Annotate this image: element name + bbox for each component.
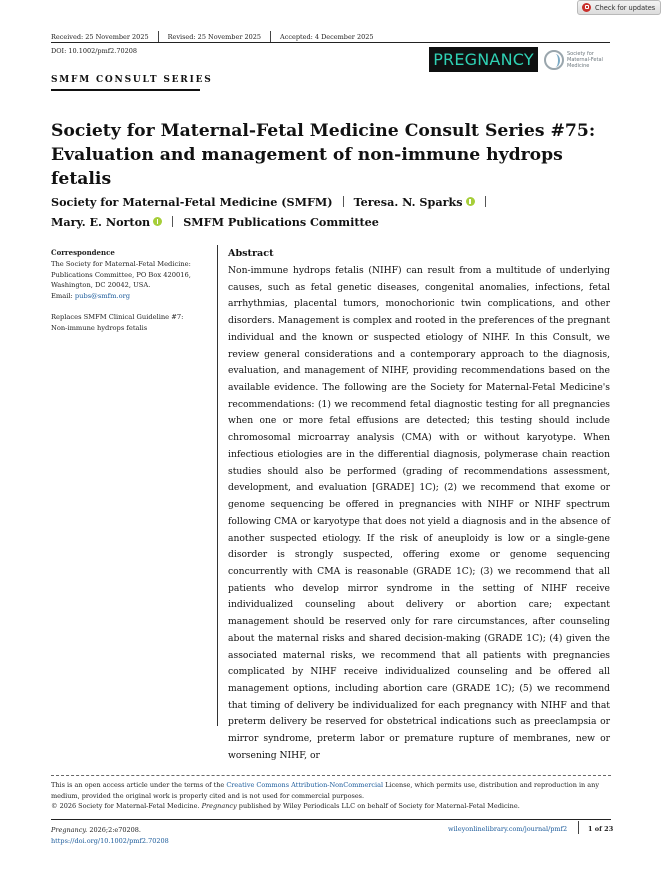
license-text-part: This is an open access article under the terms of the <box>51 781 227 789</box>
article-title: Society for Maternal-Fetal Medicine Consult Series #75: Evaluation and management of non-immune hydrops fetalis <box>51 121 596 189</box>
crossmark-icon <box>582 3 591 12</box>
citation-journal: Pregnancy. <box>51 826 88 834</box>
check-for-updates-label: Check for updates <box>595 3 656 12</box>
page-separator <box>578 821 579 834</box>
citation-block <box>51 825 169 847</box>
author-separator <box>172 216 173 227</box>
column-divider <box>217 245 218 726</box>
correspondence-block <box>51 248 211 334</box>
author-separator <box>485 196 486 207</box>
society-logo <box>544 47 614 73</box>
correspondence-line: Washington, DC 20042, USA. <box>51 281 151 290</box>
doi: DOI: 10.1002/pmf2.70208 <box>51 47 138 55</box>
author-committee: SMFM Publications Committee <box>183 215 379 229</box>
copyright-part: © 2026 Society for Maternal-Fetal Medicine. <box>51 802 202 810</box>
license-text <box>51 780 611 801</box>
author-separator <box>343 196 344 207</box>
author-norton: Mary. E. Norton <box>51 215 151 229</box>
email-label: Email: <box>51 292 75 301</box>
society-logo-text: Society for Maternal-Fetal Medicine <box>567 51 603 69</box>
orcid-icon[interactable] <box>153 217 162 226</box>
copyright-part: published by Wiley Periodicals LLC on behalf of Society for Maternal-Fetal Medicine. <box>236 802 520 810</box>
copyright-journal: Pregnancy <box>201 802 237 810</box>
orcid-icon[interactable] <box>466 197 475 206</box>
abstract-text: Non-immune hydrops fetalis (NIHF) can result from a multitude of underlying causes, such as fetal genetic diseases, congenital anomalies, infections, fetal arrhythmias, placental tumors, monochorionic twin complications, and other disorders. Management is complex and rooted in the preferences of the pregnant individual and the known or suspected etiology of NIHF. In this Consult, we review general considerations and a contemporary approach to the diagnosis, evaluation, and management of NIHF, providing recommendations based on the available evidence. The following are the Society for Maternal-Fetal Medicine's recommendations: (1) we recommend fetal diagnostic testing for all pregnancies when one or more fetal effusions are detected; this testing should include chromosomal microarray analysis (CMA) with or without karyotype. When infectious etiologies are in the differential diagnosis, polymerase chain reaction studies should also be performed (grading of recommendations assessment, development, and evaluation [GRADE] 1C); (2) we recommend that exome or genome sequencing be offered in pregnancies with NIHF or NIHF spectrum following CMA or karyotype that does not yield a diagnosis and in the absence of another suspected etiology. If the risk of aneuploidy is low or a single-gene disorder is strongly suspected, offering exome or genome sequencing concurrently with CMA is reasonable (GRADE 1C); (3) we recommend that all patients who develop mirror syndrome in the setting of NIHF receive individualized counseling about delivery or abortion care; expectant management should be reserved only for rare circumstances, after counseling about the maternal risks and shared decision-making (GRADE 1C); (4) given the associated maternal risks, we recommend that all patients with pregnancies complicated by NIHF receive individualized counseling and be offered all management options, including abortion care (GRADE 1C); (5) we recommend that timing of delivery be individualized for each pregnancy with NIHF and that preterm delivery be reserved for obstetrical indications such as preeclampsia or mirror syndrome, preterm labor or premature rupture of membranes, new or worsening NIHF, or <box>228 265 610 761</box>
page-number: 1 of 23 <box>588 825 614 833</box>
series-rule <box>51 89 200 91</box>
series-label: SMFM CONSULT SERIES <box>51 75 213 85</box>
email-line <box>51 291 211 302</box>
check-for-updates-button[interactable] <box>577 0 661 15</box>
received-date: Received: 25 November 2025 <box>51 33 149 41</box>
replaces-note: Replaces SMFM Clinical Guideline #7: <box>51 312 184 321</box>
accepted-date: Accepted: 4 December 2025 <box>280 33 374 41</box>
author-smfm: Society for Maternal-Fetal Medicine (SMFM) <box>51 195 333 209</box>
license-link[interactable]: Creative Commons Attribution-NonCommercial <box>226 781 384 789</box>
spacer <box>51 302 211 312</box>
journal-logo: PREGNANCY <box>429 47 538 72</box>
copyright-text <box>51 801 611 812</box>
correspondence-line: The Society for Maternal-Fetal Medicine: <box>51 259 191 268</box>
license-block <box>51 780 611 812</box>
citation-volume: 2026;2:e70208. <box>87 826 141 834</box>
smfm-logo-icon <box>544 50 564 70</box>
license-text-part: License, which permits use, distribution and reproduction in any medium, provided the original work is properly cited and is not used for commercial purposes. <box>51 781 600 800</box>
footer-rule <box>51 819 611 820</box>
revised-date: Revised: 25 November 2025 <box>167 33 262 41</box>
license-rule <box>51 775 611 776</box>
email-link[interactable]: pubs@smfm.org <box>74 292 131 301</box>
header-rule <box>51 42 610 43</box>
doi-link[interactable]: https://doi.org/10.1002/pmf2.70208 <box>51 837 169 845</box>
journal-site-link[interactable]: wileyonlinelibrary.com/journal/pmf2 <box>448 825 568 833</box>
author-sparks: Teresa. N. Sparks <box>353 195 463 209</box>
citation-line <box>51 825 169 836</box>
correspondence-line: Publications Committee, PO Box 420016, <box>51 270 191 279</box>
author-list <box>51 192 611 232</box>
replaces-note: Non-immune hydrops fetalis <box>51 323 148 332</box>
abstract-heading: Abstract <box>228 248 274 259</box>
citation-url-line <box>51 836 169 847</box>
correspondence-heading: Correspondence <box>51 248 115 257</box>
